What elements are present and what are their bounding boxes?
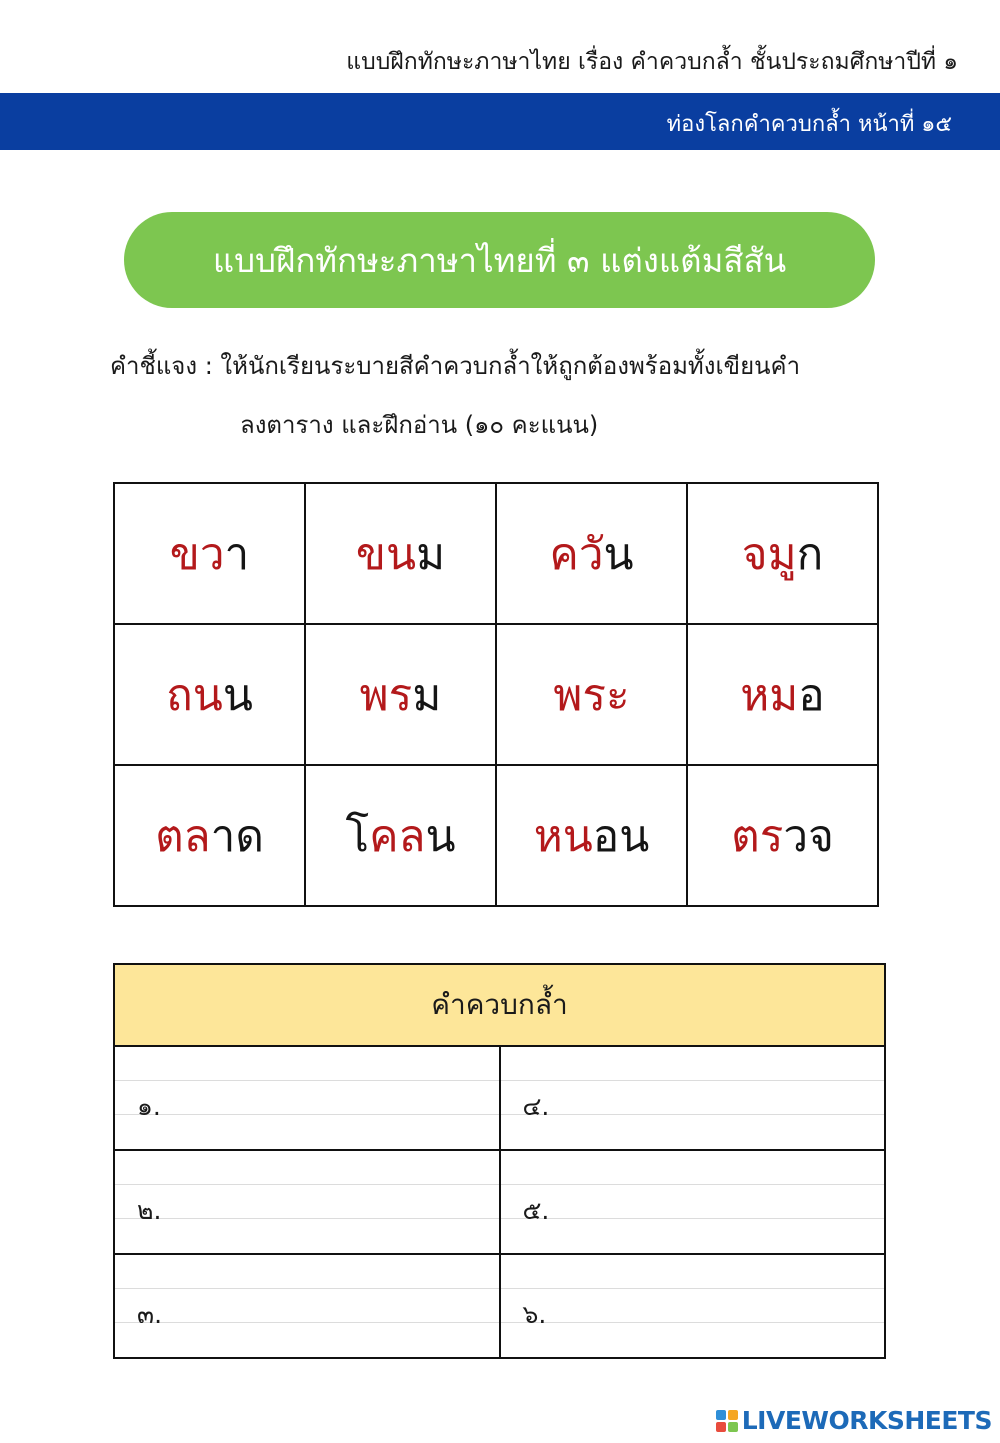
- word-cell[interactable]: [687, 765, 878, 906]
- logo-blocks-icon: [716, 1410, 738, 1432]
- word-rest: ก: [796, 528, 824, 580]
- instructions-line-2: ลงตาราง และฝึกอ่าน (๑๐ คะแนน): [240, 411, 599, 439]
- word-cluster: ถน: [166, 669, 223, 721]
- worksheet-header-title: แบบฝึกทักษะภาษาไทย เรื่อง คำควบกล้ำ ชั้นประถมศึกษาปีที่ ๑: [346, 49, 958, 75]
- answer-row: [114, 1046, 885, 1150]
- answer-field[interactable]: [500, 1150, 886, 1254]
- answer-number: ๒.: [137, 1196, 162, 1225]
- answer-field[interactable]: [114, 1046, 500, 1150]
- exercise-title-banner: [124, 212, 875, 308]
- word-rest: อน: [592, 810, 650, 862]
- word-cluster: ตล: [155, 810, 211, 862]
- page-subtitle: ท่องโลกคำควบกล้ำ หน้าที่ ๑๕: [666, 112, 952, 137]
- word-rest: า: [224, 528, 250, 580]
- word-rest: ัน: [603, 528, 634, 580]
- word-cluster: คว: [549, 528, 604, 580]
- word-grid-row: [114, 624, 878, 765]
- logo-block: [716, 1410, 726, 1420]
- answer-table: [113, 963, 886, 1359]
- word-cell[interactable]: [687, 624, 878, 765]
- word-rest: ม: [412, 669, 442, 721]
- answer-number: ๔.: [522, 1092, 550, 1121]
- answer-field[interactable]: [500, 1254, 886, 1358]
- answer-field[interactable]: [114, 1254, 500, 1358]
- header-bar: [0, 93, 1000, 150]
- logo-block: [716, 1422, 726, 1432]
- exercise-title: แบบฝึกทักษะภาษาไทยที่ ๓ แต่งแต้มสีสัน: [212, 240, 787, 280]
- answer-number: ๓.: [137, 1300, 163, 1329]
- word-cluster: ขน: [355, 528, 417, 580]
- word-cell[interactable]: [496, 483, 687, 624]
- instructions-line-1: คำชี้แจง : ให้นักเรียนระบายสีคำควบกล้ำให้ถูกต้องพร้อมทั้งเขียนคำ: [110, 352, 801, 380]
- answer-number: ๖.: [522, 1300, 547, 1329]
- answer-table-header: คำควบกล้ำ: [114, 964, 885, 1046]
- word-rest: อ: [798, 669, 825, 721]
- word-cell[interactable]: [114, 765, 305, 906]
- answer-row: [114, 1254, 885, 1358]
- word-rest: วจ: [783, 810, 834, 862]
- word-cell[interactable]: [687, 483, 878, 624]
- word-cell[interactable]: [496, 765, 687, 906]
- liveworksheets-logo: [716, 1406, 992, 1435]
- word-cluster: ขว: [169, 528, 225, 580]
- logo-text: LIVEWORKSHEETS: [741, 1406, 992, 1435]
- word-cluster: จมู: [741, 528, 797, 580]
- word-cluster: ตร: [731, 810, 784, 862]
- answer-number: ๕.: [522, 1196, 550, 1225]
- answer-field[interactable]: [114, 1150, 500, 1254]
- word-cluster: หม: [740, 669, 799, 721]
- word-cell[interactable]: [305, 483, 496, 624]
- word-rest: ม: [416, 528, 446, 580]
- word-cluster: คล: [369, 810, 426, 862]
- word-cell[interactable]: [305, 765, 496, 906]
- word-cell[interactable]: [114, 483, 305, 624]
- word-cell[interactable]: [114, 624, 305, 765]
- answer-row: [114, 1150, 885, 1254]
- logo-block: [728, 1410, 738, 1420]
- word-rest: าด: [210, 810, 264, 862]
- word-grid-row: [114, 765, 878, 906]
- word-rest: น: [425, 810, 456, 862]
- word-coloring-grid: [113, 482, 879, 907]
- word-grid-row: [114, 483, 878, 624]
- word-cluster: หน: [533, 810, 593, 862]
- word-rest: น: [222, 669, 253, 721]
- word-prefix: โ: [345, 810, 370, 862]
- answer-number: ๑.: [137, 1092, 161, 1121]
- answer-field[interactable]: [500, 1046, 886, 1150]
- word-cluster: พร: [359, 669, 413, 721]
- word-cell[interactable]: [496, 624, 687, 765]
- word-cluster: พระ: [553, 669, 630, 721]
- word-cell[interactable]: [305, 624, 496, 765]
- logo-block: [728, 1422, 738, 1432]
